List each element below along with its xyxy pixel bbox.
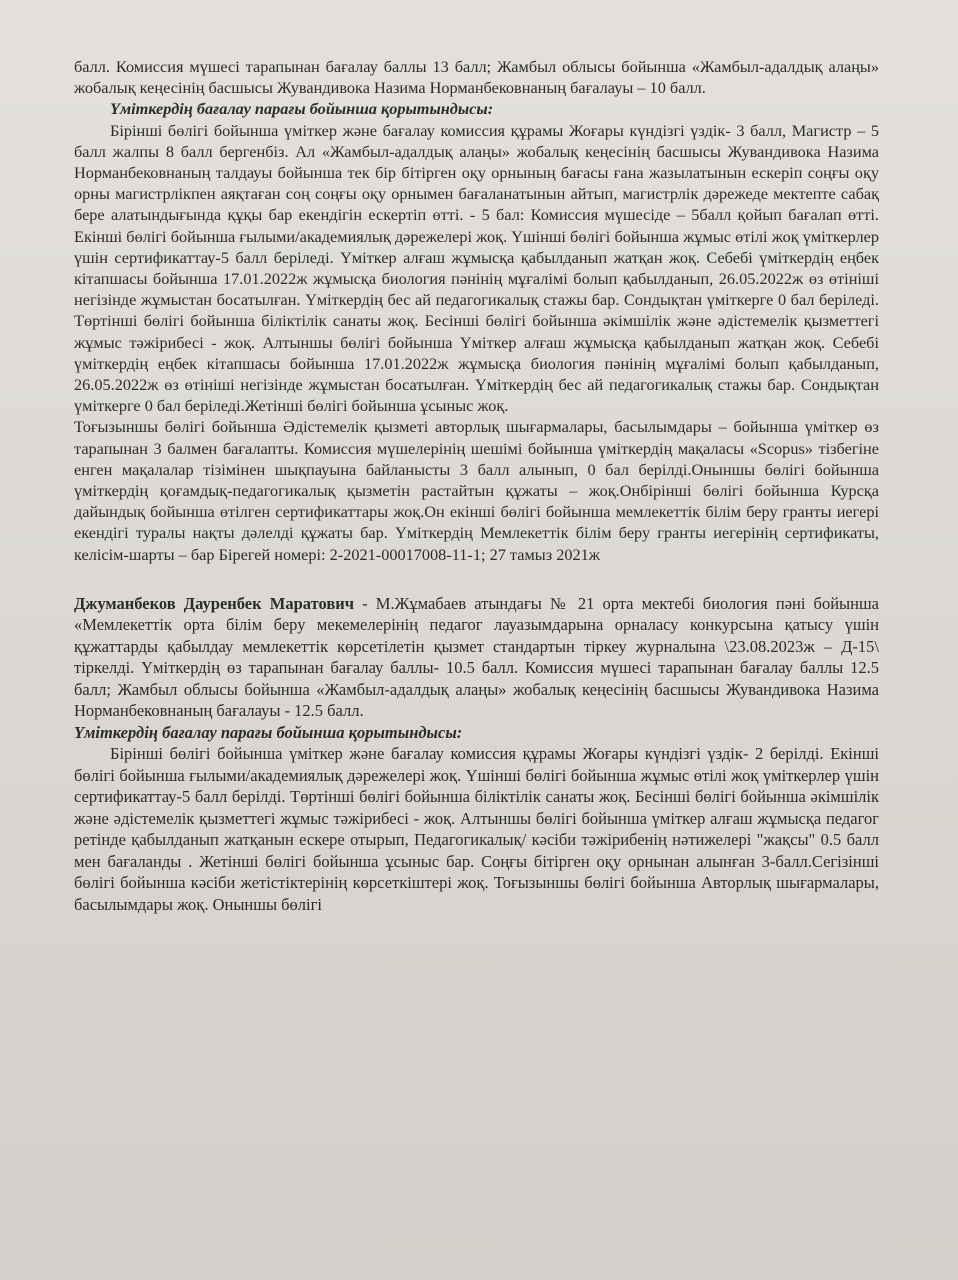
section2 xyxy=(74,593,879,916)
section1-body: Бірінші бөлігі бойынша үміткер және бағалау комиссия құрамы Жоғары күндізгі үздік- 3 балл, Магистр – 5 балл жалпы 8 балл бергенбіз. Ал «Жамбыл-адалдық алаңы» жобалық кеңесінің басшысы Жувандивока Назима Норманбековнаның талдауы бойынша тек бір бітірген оқу орнының бағасы ғана жазылатынын ескеріп соңғы оқу орны магистрлікпен аяқтаған соң соңғы оқу орнымен бағаланатынын айтып, магистрлік дәрежеде мектепте сабақ бере алатындығында құқы бар екендігін ескертіп өтті. - 5 бал: Комиссия мүшесіде – 5балл қойып бағалап өтті. Екінші бөлігі бойынша ғылыми/академиялық дәрежелері жоқ. Үшінші бөлігі бойынша жұмыс өтілі жоқ үміткерлер үшін сертификаттау-5 балл беріледі. Үміткер алғаш жұмысқа қабылданып жатқан жоқ. Себебі үміткердің еңбек кітапшасы бойынша 17.01.2022ж жұмысқа биология пәнінің мұғалімі болып қабылданып, 26.05.2022ж өз өтініші негізінде жұмыстан босатылған. Үміткердің бес ай педагогикалық стажы бар. Сондықтан үміткерге 0 бал беріледі. Төртінші бөлігі бойынша біліктілік санаты жоқ. Бесінші бөлігі бойынша әкімшілік және әдістемелік қызметтегі жұмыс тәжірибесі - жоқ. Алтыншы бөлігі бойынша Үміткер алғаш жұмысқа қабылданып жатқан жоқ. Себебі үміткердің еңбек кітапшасы бойынша 17.01.2022ж жұмысқа биология пәнінің мұғалімі болып қабылданып, 26.05.2022ж өз өтініші негізінде жұмыстан босатылған. Үміткердің бес ай педагогикалық стажы бар. Сондықтан үміткерге 0 бал беріледі.Жетінші бөлігі бойынша ұсыныс жоқ. xyxy=(74,120,879,416)
candidate-name: Джуманбеков Дауренбек Маратович xyxy=(74,593,355,613)
section1-intro: балл. Комиссия мүшесі тарапынан бағалау баллы 13 балл; Жамбыл облысы бойынша «Жамбыл-адалдық алаңы» жобалық кеңесінің басшысы Жувандивока Назима Норманбековнаның бағалауы – 10 балл. xyxy=(74,57,879,98)
section2-body: Бірінші бөлігі бойынша үміткер және бағалау комиссия құрамы Жоғары күндізгі үздік- 2 берілді. Екінші бөлігі бойынша ғылыми/академиялық дәрежелері жоқ. Үшінші бөлігі бойынша жұмыс өтілі жоқ үміткерлер үшін сертификаттау-5 балл берілді. Төртінші бөлігі бойынша біліктілік санаты жоқ. Бесінші бөлігі бойынша әкімшілік және әдістемелік қызметтегі жұмыс тәжірибесі - жоқ. Алтыншы бөлігі бойынша үміткер алғаш жұмысқа педагог ретінде қабылданып жатқанын ескере отырып, Педагогикалық/ кәсіби тәжірибенің нәтижелері "жақсы" 0.5 балл мен бағаланды . Жетінші бөлігі бойынша ұсыныс бар. Соңғы бітірген оқу орнынан алынған 3-балл.Сегізінші бөлігі бойынша кәсіби жетістіктерінің көрсеткіштері жоқ. Тоғызыншы бөлігі бойынша Авторлық шығармалары, басылымдары жоқ. Оныншы бөлігі xyxy=(74,744,879,914)
section2-intro: - М.Жұмабаев атындағы № 21 орта мектебі биология пәні бойынша «Мемлекеттік орта білім беру мекемелерінің педагог лауазымдарына орналасу конкурсына қатысу үшін құжаттарды қабылдау мемлекеттік көрсетілетін қызмет стандартын тіркеу журналына \23.08.2023ж – Д-15\ тіркелді. Үміткердің өз тарапынан бағалау баллы- 10.5 балл. Комиссия мүшесі тарапынан бағалау баллы 12.5 балл; Жамбыл облысы бойынша «Жамбыл-адалдық алаңы» жобалық кеңесінің басшысы Жувандивока Назима Норманбековнаның бағалауы - 12.5 балл. xyxy=(74,593,879,721)
section-gap xyxy=(74,565,879,593)
section2-heading: Үміткердің бағалау парағы бойынша қорытындысы: xyxy=(74,722,463,742)
section1-heading: Үміткердің бағалау парағы бойынша қорытындысы: xyxy=(110,99,494,119)
document-text xyxy=(74,56,879,915)
section1-body2: Тоғызыншы бөлігі бойынша Әдістемелік қызметі авторлық шығармалары, басылымдары – бойынша үміткер өз тарапынан 3 балмен бағалапты. Комиссия мүшелерінің шешімі бойынша үміткердің мақаласы «Scopus» тізбегіне енген мақалалар тізімінен шықпауына байланысты 3 балл алынып, 0 бал берілді.Оныншы бөлігі бойынша үміткердің қоғамдық-педагогикалық қызметін растайтын құжаты – жоқ.Онбірінші бөлігі бойынша Курсқа дайындық бойынша өтілген сертификаттары жоқ.Он екінші бөлігі бойынша мемлекеттік білім беру гранты иегері екендігі туралы нақты дәлелді құжаты бар. Үміткердің Мемлекеттік білім беру гранты иегерінің сертификаты, келісім-шарты – бар Бірегей номері: 2-2021-00017008-11-1; 27 тамыз 2021ж xyxy=(74,417,879,564)
section2-paragraph xyxy=(74,593,879,722)
